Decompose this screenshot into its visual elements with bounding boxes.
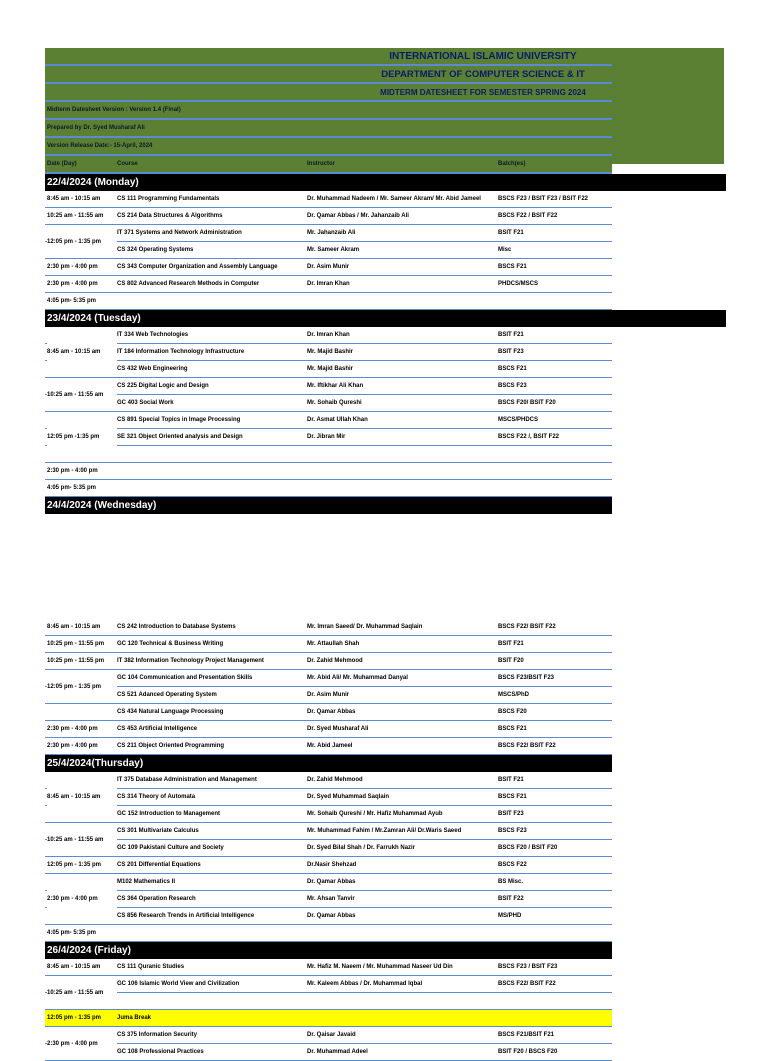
- batch-list: BSCS F21: [498, 365, 527, 372]
- batch-list: BSCS F23: [498, 827, 527, 834]
- exam-row: [45, 908, 612, 924]
- exam-row: [45, 225, 612, 242]
- slot-time: 4:05 pm- 5:35 pm: [47, 930, 97, 936]
- time-slot: [45, 378, 612, 412]
- instructor-name: Mr. Majid Bashir: [307, 365, 354, 372]
- instructor-name: Dr. Asim Munir: [307, 691, 350, 698]
- time-slot: [45, 225, 612, 259]
- exam-row: [45, 412, 612, 429]
- batch-list: BSCS F22/ BSIT F22: [498, 742, 556, 749]
- time-slot: [45, 293, 612, 310]
- instructor-name: [307, 446, 497, 462]
- batch-list: BSIT F21: [498, 331, 524, 338]
- exam-row: [45, 191, 612, 207]
- blank-gap: [45, 514, 612, 619]
- batch-list: MSCS/PhD: [498, 691, 530, 698]
- exam-row: [45, 738, 612, 754]
- batch-list: BSIT F21: [498, 229, 524, 236]
- instructor-name: Dr. Muhammad Nadeem / Mr. Sameer Akram/ Mr. Abid Jameel: [307, 195, 481, 202]
- batch-list: BSCS F21: [498, 263, 527, 270]
- course-name: CS 364 Operation Research: [117, 895, 196, 902]
- instructor-name: Mr. Kaleem Abbas / Dr. Muhammad Iqbal: [307, 980, 423, 987]
- schedule-body: [45, 174, 612, 1061]
- instructor-name: Dr. Qaisar Javaid: [307, 1031, 356, 1038]
- exam-row: [45, 259, 612, 275]
- slot-time: 2:30 pm - 4:00 pm: [47, 1027, 117, 1060]
- instructor-name: Dr. Qamar Abbas: [307, 912, 356, 919]
- batch-list: BSIT F21: [498, 776, 524, 783]
- slot-time: 10:25 am - 11:55 am: [47, 378, 117, 411]
- course-name: GC 403 Social Work: [117, 399, 174, 406]
- course-name: IT 375 Database Administration and Management: [117, 776, 257, 783]
- exam-row: [45, 976, 612, 993]
- slot-time: 2:30 pm - 4:00 pm: [47, 281, 98, 287]
- instructor-name: Dr.Nasir Shehzad: [307, 861, 357, 868]
- course-name: IT 371 Systems and Network Administration: [117, 229, 242, 236]
- university-title: INTERNATIONAL ISLAMIC UNIVERSITY: [389, 50, 577, 62]
- time-slot: [45, 670, 612, 704]
- col-course: Course: [117, 161, 138, 167]
- time-slot: [45, 772, 612, 823]
- instructor-name: [307, 293, 497, 309]
- instructor-name: Dr. Imran Khan: [307, 331, 350, 338]
- slot-time: 2:30 pm - 4:00 pm: [47, 726, 98, 732]
- slot-time: 12:05 pm - 1:35 pm: [47, 862, 102, 868]
- col-instructor: Instructor: [307, 161, 336, 167]
- exam-row: [45, 276, 612, 292]
- batch-list: BSIT F23: [498, 348, 524, 355]
- instructor-name: Mr. Attaullah Shah: [307, 640, 360, 647]
- release-line: Version Release Date:- 15-April, 2024: [45, 138, 612, 156]
- col-batch: Batch(es): [498, 161, 526, 167]
- course-name: CS 453 Artificial Intelligence: [117, 725, 198, 732]
- slot-time: 8:45 am - 10:15 am: [47, 196, 101, 202]
- batch-list: BSIT F20: [498, 657, 524, 664]
- time-slot: [45, 721, 612, 738]
- batch-list: BSCS F20/ BSIT F20: [498, 399, 556, 406]
- slot-time: 12:05 pm - 1:35 pm: [47, 225, 117, 258]
- batch-list: BSCS F22 / BSIT F22: [498, 212, 558, 219]
- course-name: [117, 446, 307, 462]
- batch-list: [498, 463, 612, 479]
- instructor-name: Mr. Jahanzaib Ali: [307, 229, 356, 236]
- instructor-name: Dr. Syed Musharaf Ali: [307, 725, 369, 732]
- time-slot: [45, 925, 612, 942]
- instructor-name: Dr. Asmat Ullah Khan: [307, 416, 368, 423]
- exam-row: [45, 208, 612, 224]
- exam-row: [45, 463, 612, 479]
- batch-list: BSCS F21/BSIT F21: [498, 1031, 555, 1038]
- instructor-name: Mr. Abid Ali/ Mr. Muhammad Danyal: [307, 674, 408, 681]
- course-name: [117, 925, 307, 941]
- day-header: 25/4/2024(Thursday): [45, 755, 612, 772]
- time-slot: [45, 823, 612, 857]
- batch-list: BSCS F23/BSIT F23: [498, 674, 555, 681]
- slot-time: 8:45 am - 10:15 am: [47, 327, 117, 377]
- time-slot: [45, 976, 612, 1010]
- time-slot: [45, 208, 612, 225]
- instructor-name: Dr. Syed Muhammad Saqlain: [307, 793, 390, 800]
- batch-list: [498, 925, 612, 941]
- course-name: CS 521 Adanced Operating System: [117, 691, 217, 698]
- batch-list: BSCS F21: [498, 793, 527, 800]
- slot-time: 8:45 am - 10:15 am: [47, 772, 117, 822]
- exam-row: [45, 480, 612, 496]
- slot-time: 2:30 pm - 4:00 pm: [47, 468, 98, 474]
- course-name: CS 242 Introduction to Database Systems: [117, 623, 236, 630]
- batch-list: BSCS F22 /, BSIT F22: [498, 433, 560, 440]
- instructor-name: Dr. Zahid Mehmood: [307, 657, 363, 664]
- course-name: [117, 480, 307, 496]
- batch-list: BSIT F20 / BSCS F20: [498, 1048, 558, 1055]
- time-slot: [45, 636, 612, 653]
- batch-list: [498, 480, 612, 496]
- instructor-name: Mr. Ahsan Tanvir: [307, 895, 355, 902]
- batch-list: BSCS F23 / BSIT F23 / BSIT F22: [498, 195, 589, 202]
- time-slot: [45, 857, 612, 874]
- slot-time: 10:25 am - 11:55 am: [47, 976, 117, 1009]
- time-slot: [45, 653, 612, 670]
- slot-time: 2:30 pm - 4:00 pm: [47, 874, 117, 924]
- instructor-name: Mr. Sohaib Qureshi: [307, 399, 362, 406]
- course-name: M102 Mathematics II: [117, 878, 176, 885]
- batch-list: MS/PHD: [498, 912, 522, 919]
- course-name: CS 211 Object Oriented Programming: [117, 742, 225, 749]
- instructor-name: Mr. Hafiz M. Naeem / Mr. Muhammad Naseer Ud Din: [307, 963, 453, 970]
- exam-row: [45, 378, 612, 395]
- course-name: CS 375 Information Security: [117, 1031, 198, 1038]
- time-slot: [45, 959, 612, 976]
- exam-row: [45, 395, 612, 411]
- slot-time: 10:25 pm - 11:55 pm: [47, 641, 105, 647]
- batch-list: BSIT F23: [498, 810, 524, 817]
- exam-row: [45, 636, 612, 652]
- batch-list: PHDCS/MSCS: [498, 280, 539, 287]
- slot-time: [47, 704, 117, 720]
- course-name: CS 214 Data Structures & Algorithms: [117, 212, 223, 219]
- course-name: GC 106 Islamic World View and Civilization: [117, 980, 240, 987]
- instructor-name: [307, 925, 497, 941]
- instructor-name: Mr. Iftikhar Ali Khan: [307, 382, 364, 389]
- course-name: CS 201 Differential Equations: [117, 861, 201, 868]
- sheet-header: [45, 48, 612, 174]
- batch-list: BSCS F21: [498, 725, 527, 732]
- batch-list: BSCS F22/ BSIT F22: [498, 623, 556, 630]
- time-slot: [45, 1027, 612, 1061]
- instructor-name: Dr. Qamar Abbas / Mr. Jahanzaib Ali: [307, 212, 409, 219]
- prepared-line: Prepared by Dr. Syed Musharaf Ali: [45, 120, 612, 138]
- course-name: GC 152 Introduction to Management: [117, 810, 221, 817]
- batch-list: Misc: [498, 246, 512, 253]
- course-name: Juma Break: [117, 1014, 152, 1021]
- version-line: Midterm Datesheet Version : Version 1.4 (Final): [45, 102, 612, 120]
- exam-row: [45, 670, 612, 687]
- department-title: DEPARTMENT OF COMPUTER SCIENCE & IT: [381, 68, 585, 80]
- time-slot: [45, 619, 612, 636]
- datesheet: [45, 48, 612, 1061]
- exam-row: [45, 993, 612, 1009]
- exam-row: [45, 925, 612, 941]
- course-name: SE 321 Object Oriented analysis and Design: [117, 433, 243, 440]
- batch-list: BSIT F22: [498, 895, 524, 902]
- batch-list: [498, 293, 612, 309]
- exam-row: [45, 704, 612, 720]
- header-extension: [612, 48, 724, 164]
- instructor-name: [307, 993, 497, 1009]
- course-name: [117, 463, 307, 479]
- time-slot: [45, 259, 612, 276]
- exam-row: [45, 874, 612, 891]
- slot-time: 12:05 pm - 1:35 pm: [47, 1015, 102, 1021]
- instructor-name: Dr. Syed Bilal Shah / Dr. Farrukh Nazir: [307, 844, 416, 851]
- exam-row: [45, 361, 612, 377]
- batch-list: BSCS F23: [498, 382, 527, 389]
- time-slot: [45, 276, 612, 293]
- batch-list: BSCS F20: [498, 708, 527, 715]
- column-headers: [45, 156, 612, 174]
- instructor-name: Dr. Jibran Mir: [307, 433, 346, 440]
- instructor-name: Dr. Zahid Mehmood: [307, 776, 363, 783]
- time-slot: [45, 480, 612, 497]
- course-name: CS 314 Theory of Automata: [117, 793, 196, 800]
- slot-time: 10:25 pm - 11:55 pm: [47, 658, 105, 664]
- exam-row: [45, 429, 612, 446]
- exam-row: [45, 959, 612, 975]
- course-name: CS 225 Digital Logic and Design: [117, 382, 209, 389]
- batch-list: BS Misc.: [498, 878, 524, 885]
- instructor-name: Mr. Abid Jameel: [307, 742, 353, 749]
- day-header: 22/4/2024 (Monday): [45, 174, 726, 191]
- col-date: Date (Day): [47, 161, 77, 167]
- batch-list: BSCS F22/ BSIT F22: [498, 980, 556, 987]
- instructor-name: Mr. Imran Saeed/ Dr. Muhammad Saqlain: [307, 623, 423, 630]
- course-name: CS 324 Operating Systems: [117, 246, 194, 253]
- slot-time: 4:05 pm- 5:35 pm: [47, 298, 97, 304]
- batch-list: [498, 446, 612, 462]
- exam-row: [45, 1027, 612, 1044]
- slot-time: 8:45 am - 10:15 am: [47, 624, 101, 630]
- slot-time: 2:30 pm - 4:00 pm: [47, 743, 98, 749]
- slot-time: 10:25 am - 11:55 am: [47, 213, 104, 219]
- batch-list: MSCS/PHDCS: [498, 416, 539, 423]
- exam-row: [45, 242, 612, 258]
- instructor-name: [307, 480, 497, 496]
- exam-row: [45, 1044, 612, 1060]
- course-name: IT 382 Information Technology Project Management: [117, 657, 264, 664]
- time-slot: [45, 738, 612, 755]
- course-name: CS 111 Programming Fundamentals: [117, 195, 220, 202]
- instructor-name: Dr. Muhammad Adeel: [307, 1048, 368, 1055]
- exam-row: [45, 327, 612, 344]
- exam-row: [45, 857, 612, 873]
- day-header: 24/4/2024 (Wednesday): [45, 497, 612, 514]
- slot-time: 8:45 am - 10:15 am: [47, 964, 101, 970]
- time-slot: [45, 874, 612, 925]
- course-name: CS 343 Computer Organization and Assembly Language: [117, 263, 278, 270]
- exam-row: [45, 344, 612, 361]
- day-header: 23/4/2024 (Tuesday): [45, 310, 726, 327]
- instructor-name: Mr. Muhammad Fahim / Mr.Zamran Ali/ Dr.Waris Saeed: [307, 827, 462, 834]
- course-name: [117, 993, 307, 1009]
- exam-row: [45, 806, 612, 822]
- day-header: 26/4/2024 (Friday): [45, 942, 612, 959]
- exam-row: [45, 840, 612, 856]
- course-name: GC 120 Technical & Business Writing: [117, 640, 224, 647]
- course-name: CS 432 Web Engineering: [117, 365, 188, 372]
- slot-time: 12:05 pm - 1:35 pm: [47, 670, 117, 703]
- slot-time: 10:25 am - 11:55 am: [47, 823, 117, 856]
- batch-list: BSCS F23 / BSIT F23: [498, 963, 558, 970]
- time-slot: [45, 327, 612, 378]
- time-slot: [45, 704, 612, 721]
- exam-row: [45, 721, 612, 737]
- course-name: CS 802 Advanced Research Methods in Computer: [117, 280, 260, 287]
- batch-list: BSCS F20 / BSIT F20: [498, 844, 558, 851]
- time-slot: [45, 191, 612, 208]
- instructor-name: Dr. Asim Munir: [307, 263, 350, 270]
- exam-row: [45, 789, 612, 806]
- exam-row: [45, 293, 612, 309]
- course-name: IT 334 Web Technologies: [117, 331, 189, 338]
- exam-row: [45, 772, 612, 789]
- instructor-name: Dr. Qamar Abbas: [307, 878, 356, 885]
- exam-row: [45, 823, 612, 840]
- batch-list: BSCS F22: [498, 861, 527, 868]
- time-slot: [45, 463, 612, 480]
- course-name: CS 301 Multivariate Calculus: [117, 827, 199, 834]
- instructor-name: [307, 463, 497, 479]
- course-name: CS 434 Natural Language Processing: [117, 708, 224, 715]
- time-slot: [45, 412, 612, 463]
- exam-row: [45, 653, 612, 669]
- course-name: CS 111 Quranic Studies: [117, 963, 185, 970]
- slot-time: 2:30 pm - 4:00 pm: [47, 264, 98, 270]
- instructor-name: Mr. Sameer Akram: [307, 246, 360, 253]
- exam-row: [45, 446, 612, 462]
- course-name: GC 104 Communication and Presentation Skills: [117, 674, 253, 681]
- course-name: GC 108 Professional Practices: [117, 1048, 204, 1055]
- course-name: CS 856 Research Trends in Artificial Intelligence: [117, 912, 255, 919]
- course-name: IT 184 Information Technology Infrastructure: [117, 348, 245, 355]
- batch-list: BSIT F21: [498, 640, 524, 647]
- course-name: CS 891 Special Topics in Image Processing: [117, 416, 241, 423]
- slot-time: 4:05 pm- 5:35 pm: [47, 485, 97, 491]
- instructor-name: Mr. Majid Bashir: [307, 348, 354, 355]
- course-name: GC 109 Pakistani Culture and Society: [117, 844, 224, 851]
- exam-row: [45, 891, 612, 908]
- instructor-name: Dr. Imran Khan: [307, 280, 350, 287]
- slot-time: 12:05 pm -1:35 pm: [47, 412, 117, 462]
- batch-list: [498, 993, 612, 1009]
- datesheet-title: MIDTERM DATESHEET FOR SEMESTER SPRING 2024: [380, 87, 586, 97]
- time-slot: [45, 1010, 612, 1027]
- instructor-name: Dr. Qamar Abbas: [307, 708, 356, 715]
- course-name: [117, 293, 307, 309]
- exam-row: [45, 687, 612, 703]
- exam-row: [45, 619, 612, 635]
- instructor-name: Mr. Sohaib Qureshi / Mr. Hafiz Muhammad Ayub: [307, 810, 443, 817]
